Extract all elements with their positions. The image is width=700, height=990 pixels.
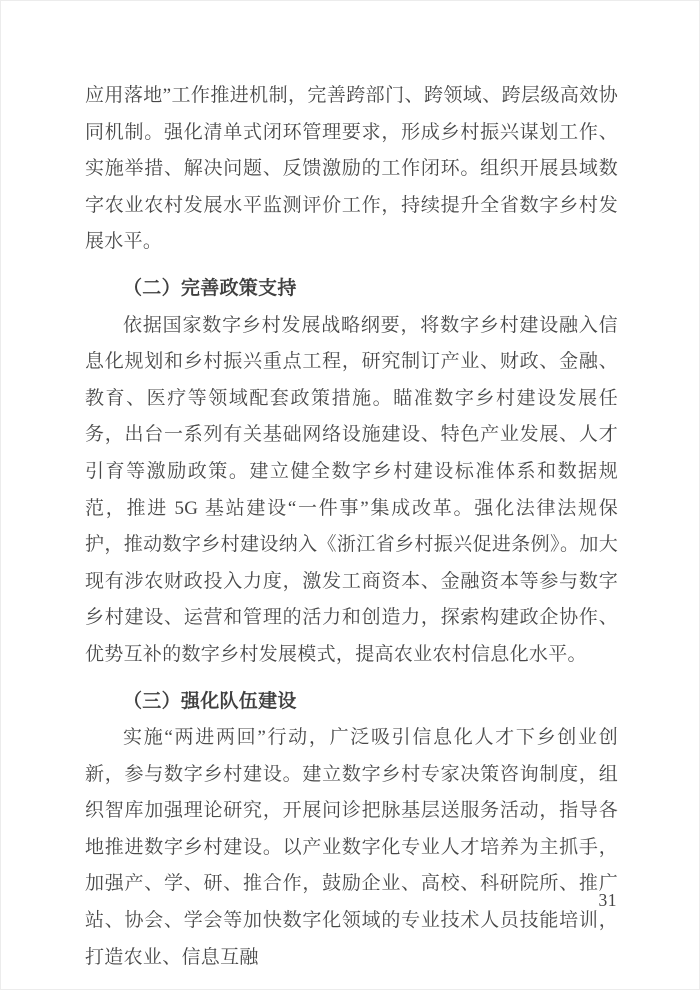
- body-paragraph-team-building: 实施“两进两回”行动，广泛吸引信息化人才下乡创业创新，参与数字乡村建设。建立数字乡村专家决策咨询制度，组织智库加强理论研究，开展问诊把脉基层送服务活动，指导各地推进数字乡村建设。以产业数字化专业人才培养为主抓手，加强产、学、研、推合作，鼓励企业、高校、科研院所、推广站、协会、学会等加快数字化领域的专业技术人员技能培训，打造农业、信息互融: [85, 727, 618, 968]
- section-heading-policy-support: （二）完善政策支持: [123, 277, 297, 299]
- page-number: 31: [598, 890, 617, 910]
- body-paragraph-continuation: 应用落地”工作推进机制，完善跨部门、跨领域、跨层级高效协同机制。强化清单式闭环管理要求，形成乡村振兴谋划工作、实施举措、解决问题、反馈激励的工作闭环。组织开展县域数字农业农村发展水平监测评价工作，持续提升全省数字乡村发展水平。: [85, 85, 618, 253]
- body-paragraph-policy-support: 依据国家数字乡村发展战略纲要，将数字乡村建设融入信息化规划和乡村振兴重点工程，研究制订产业、财政、金融、教育、医疗等领域配套政策措施。瞄准数字乡村建设发展任务，出台一系列有关基础网络设施建设、特色产业发展、人才引育等激励政策。建立健全数字乡村建设标准体系和数据规范，推进 5G 基站建设“一件事”集成改革。强化法律法规保护，推动数字乡村建设纳入《浙江省乡村振兴促进条例》。加大现有涉农财政投入力度，激发工商资本、金融资本等参与数字乡村建设、运营和管理的活力和创造力，探索构建政企协作、优势互补的数字乡村发展模式，提高农业农村信息化水平。: [85, 314, 618, 665]
- section-heading-team-building: （三）强化队伍建设: [123, 690, 297, 712]
